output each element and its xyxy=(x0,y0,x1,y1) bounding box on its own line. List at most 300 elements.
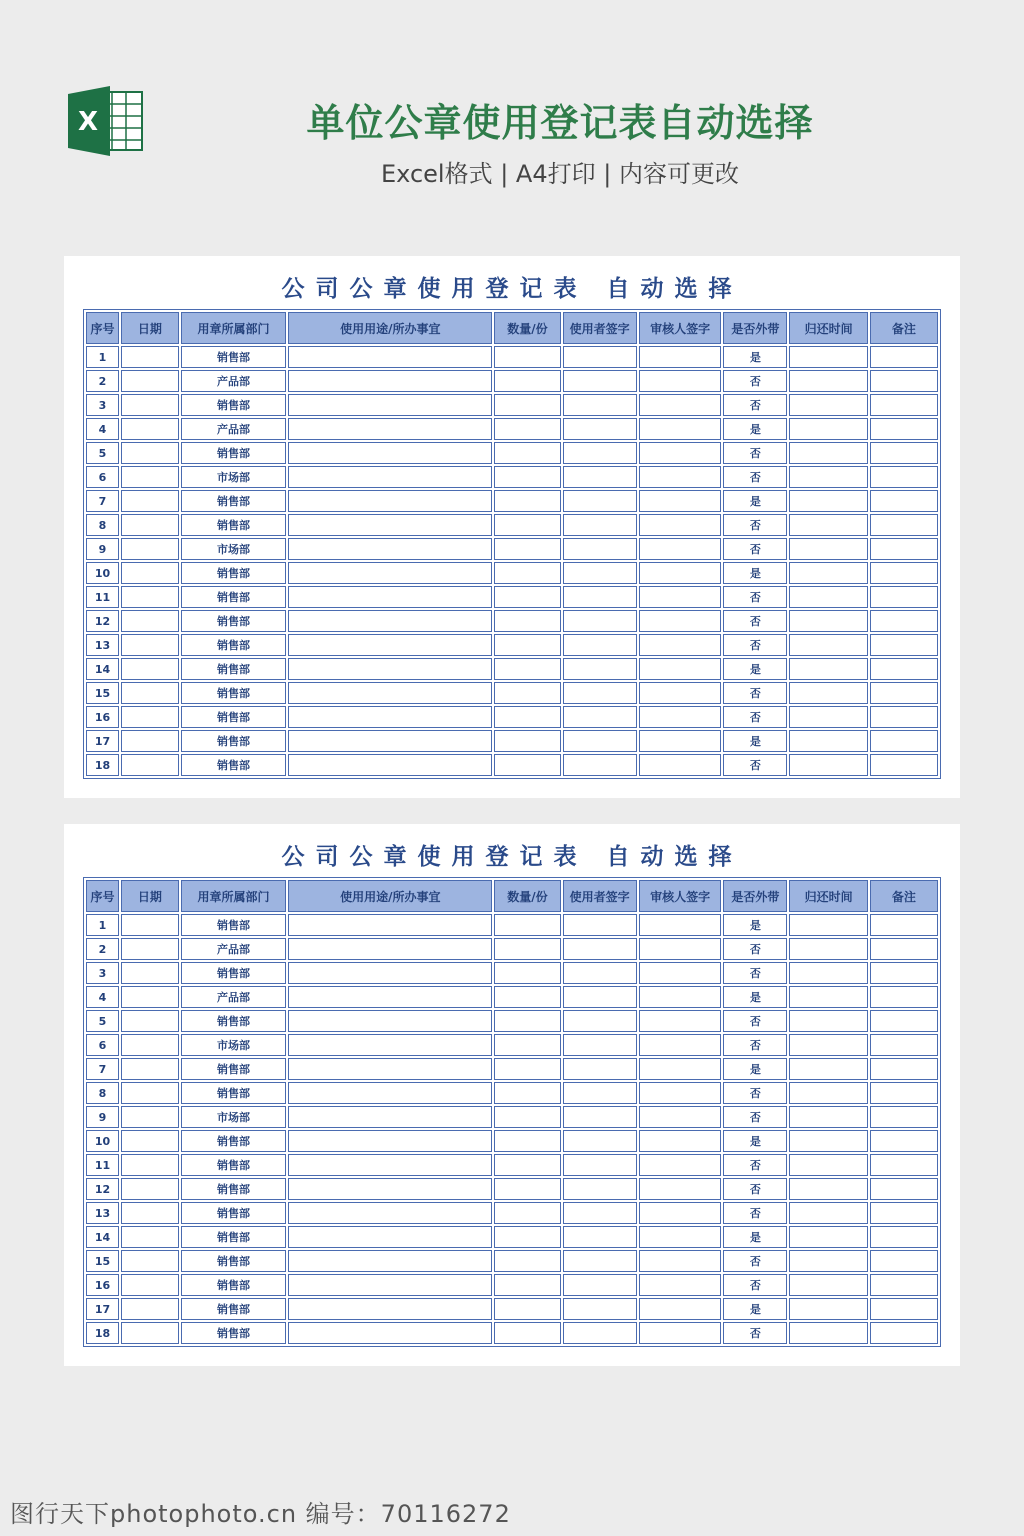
table-cell[interactable] xyxy=(288,1010,492,1032)
table-cell[interactable] xyxy=(789,754,867,776)
table-cell[interactable] xyxy=(789,514,867,536)
table-cell[interactable] xyxy=(563,1250,637,1272)
table-cell[interactable] xyxy=(494,490,560,512)
table-cell[interactable] xyxy=(121,610,179,632)
table-cell[interactable] xyxy=(789,418,867,440)
table-cell[interactable] xyxy=(639,1178,722,1200)
table-cell[interactable] xyxy=(563,730,637,752)
table-cell[interactable] xyxy=(563,1082,637,1104)
table-cell[interactable]: 17 xyxy=(86,730,119,752)
table-cell[interactable] xyxy=(288,586,492,608)
table-cell[interactable] xyxy=(870,938,938,960)
table-cell[interactable] xyxy=(639,394,722,416)
table-cell[interactable] xyxy=(789,1034,867,1056)
table-cell[interactable] xyxy=(121,1082,179,1104)
table-cell[interactable]: 6 xyxy=(86,466,119,488)
table-cell[interactable] xyxy=(563,1154,637,1176)
table-cell[interactable]: 否 xyxy=(723,466,787,488)
table-cell[interactable] xyxy=(563,658,637,680)
table-cell[interactable]: 14 xyxy=(86,658,119,680)
table-cell[interactable]: 是 xyxy=(723,730,787,752)
table-cell[interactable]: 否 xyxy=(723,962,787,984)
table-cell[interactable]: 是 xyxy=(723,1298,787,1320)
table-cell[interactable] xyxy=(563,610,637,632)
table-cell[interactable] xyxy=(121,1058,179,1080)
table-cell[interactable]: 是 xyxy=(723,346,787,368)
table-cell[interactable] xyxy=(789,1250,867,1272)
table-cell[interactable] xyxy=(789,1322,867,1344)
table-cell[interactable] xyxy=(288,1226,492,1248)
table-cell[interactable]: 否 xyxy=(723,1106,787,1128)
table-cell[interactable]: 市场部 xyxy=(181,466,286,488)
table-cell[interactable] xyxy=(563,1106,637,1128)
table-cell[interactable]: 否 xyxy=(723,370,787,392)
table-cell[interactable] xyxy=(121,1274,179,1296)
table-cell[interactable] xyxy=(563,490,637,512)
table-cell[interactable]: 销售部 xyxy=(181,1322,286,1344)
table-cell[interactable] xyxy=(288,466,492,488)
table-cell[interactable] xyxy=(639,538,722,560)
table-cell[interactable] xyxy=(789,1274,867,1296)
table-cell[interactable] xyxy=(288,1178,492,1200)
table-cell[interactable] xyxy=(288,1298,492,1320)
table-cell[interactable] xyxy=(563,1058,637,1080)
table-cell[interactable]: 否 xyxy=(723,538,787,560)
table-cell[interactable] xyxy=(870,1154,938,1176)
table-cell[interactable] xyxy=(121,370,179,392)
table-cell[interactable] xyxy=(494,730,560,752)
table-cell[interactable] xyxy=(288,346,492,368)
table-cell[interactable] xyxy=(494,538,560,560)
table-cell[interactable] xyxy=(494,1130,560,1152)
table-cell[interactable] xyxy=(639,1034,722,1056)
table-cell[interactable] xyxy=(563,1034,637,1056)
table-cell[interactable] xyxy=(563,706,637,728)
table-cell[interactable] xyxy=(789,1106,867,1128)
table-cell[interactable] xyxy=(563,1322,637,1344)
table-cell[interactable]: 1 xyxy=(86,914,119,936)
table-cell[interactable] xyxy=(288,1274,492,1296)
table-cell[interactable] xyxy=(494,754,560,776)
table-cell[interactable] xyxy=(288,1058,492,1080)
table-cell[interactable]: 否 xyxy=(723,1034,787,1056)
table-cell[interactable] xyxy=(870,1106,938,1128)
table-cell[interactable] xyxy=(121,442,179,464)
table-cell[interactable]: 2 xyxy=(86,370,119,392)
table-cell[interactable]: 8 xyxy=(86,514,119,536)
table-cell[interactable] xyxy=(563,562,637,584)
table-cell[interactable]: 销售部 xyxy=(181,1154,286,1176)
table-cell[interactable] xyxy=(639,1274,722,1296)
table-cell[interactable] xyxy=(789,938,867,960)
table-cell[interactable]: 9 xyxy=(86,538,119,560)
table-cell[interactable] xyxy=(288,1106,492,1128)
table-cell[interactable]: 3 xyxy=(86,962,119,984)
table-cell[interactable] xyxy=(870,1322,938,1344)
table-cell[interactable] xyxy=(639,682,722,704)
table-cell[interactable]: 是 xyxy=(723,418,787,440)
table-cell[interactable] xyxy=(870,466,938,488)
table-cell[interactable] xyxy=(870,562,938,584)
table-cell[interactable] xyxy=(563,754,637,776)
table-cell[interactable]: 销售部 xyxy=(181,962,286,984)
table-cell[interactable] xyxy=(639,418,722,440)
table-cell[interactable] xyxy=(121,394,179,416)
table-cell[interactable] xyxy=(639,490,722,512)
table-cell[interactable] xyxy=(121,466,179,488)
table-cell[interactable] xyxy=(288,754,492,776)
table-cell[interactable] xyxy=(288,418,492,440)
table-cell[interactable] xyxy=(639,442,722,464)
table-cell[interactable]: 8 xyxy=(86,1082,119,1104)
table-cell[interactable]: 否 xyxy=(723,754,787,776)
table-cell[interactable] xyxy=(494,1106,560,1128)
table-cell[interactable] xyxy=(639,1250,722,1272)
table-cell[interactable] xyxy=(288,442,492,464)
table-cell[interactable] xyxy=(494,394,560,416)
table-cell[interactable]: 销售部 xyxy=(181,586,286,608)
table-cell[interactable]: 13 xyxy=(86,1202,119,1224)
table-cell[interactable] xyxy=(639,1058,722,1080)
table-cell[interactable] xyxy=(639,962,722,984)
table-cell[interactable]: 是 xyxy=(723,562,787,584)
table-cell[interactable] xyxy=(494,1250,560,1272)
table-cell[interactable] xyxy=(789,394,867,416)
table-cell[interactable] xyxy=(288,562,492,584)
table-cell[interactable] xyxy=(494,1298,560,1320)
table-cell[interactable]: 市场部 xyxy=(181,1106,286,1128)
table-cell[interactable] xyxy=(121,938,179,960)
table-cell[interactable]: 否 xyxy=(723,1202,787,1224)
table-cell[interactable] xyxy=(639,1130,722,1152)
table-cell[interactable] xyxy=(789,586,867,608)
table-cell[interactable] xyxy=(563,346,637,368)
table-cell[interactable] xyxy=(121,1250,179,1272)
table-cell[interactable] xyxy=(870,914,938,936)
table-cell[interactable]: 否 xyxy=(723,394,787,416)
table-cell[interactable] xyxy=(494,938,560,960)
table-cell[interactable] xyxy=(563,538,637,560)
table-cell[interactable] xyxy=(870,370,938,392)
table-cell[interactable]: 是 xyxy=(723,986,787,1008)
table-cell[interactable] xyxy=(639,634,722,656)
table-cell[interactable] xyxy=(563,586,637,608)
table-cell[interactable] xyxy=(789,986,867,1008)
table-cell[interactable] xyxy=(563,1010,637,1032)
table-cell[interactable] xyxy=(494,346,560,368)
table-cell[interactable] xyxy=(639,658,722,680)
table-cell[interactable]: 否 xyxy=(723,586,787,608)
table-cell[interactable] xyxy=(789,682,867,704)
table-cell[interactable]: 否 xyxy=(723,442,787,464)
table-cell[interactable] xyxy=(494,562,560,584)
table-cell[interactable]: 5 xyxy=(86,1010,119,1032)
table-cell[interactable]: 产品部 xyxy=(181,938,286,960)
table-cell[interactable] xyxy=(789,962,867,984)
table-cell[interactable] xyxy=(870,346,938,368)
table-cell[interactable]: 市场部 xyxy=(181,1034,286,1056)
table-cell[interactable] xyxy=(121,1034,179,1056)
table-cell[interactable] xyxy=(494,610,560,632)
table-cell[interactable]: 11 xyxy=(86,1154,119,1176)
table-cell[interactable] xyxy=(288,394,492,416)
table-cell[interactable] xyxy=(563,986,637,1008)
table-cell[interactable] xyxy=(494,442,560,464)
table-cell[interactable] xyxy=(789,1202,867,1224)
table-cell[interactable]: 销售部 xyxy=(181,562,286,584)
table-cell[interactable]: 18 xyxy=(86,1322,119,1344)
table-cell[interactable] xyxy=(121,730,179,752)
table-cell[interactable] xyxy=(789,1082,867,1104)
table-cell[interactable]: 是 xyxy=(723,1130,787,1152)
table-cell[interactable]: 市场部 xyxy=(181,538,286,560)
table-cell[interactable] xyxy=(494,1058,560,1080)
table-cell[interactable] xyxy=(288,490,492,512)
table-cell[interactable] xyxy=(870,610,938,632)
table-cell[interactable] xyxy=(288,1202,492,1224)
table-cell[interactable] xyxy=(494,1226,560,1248)
table-cell[interactable] xyxy=(121,1178,179,1200)
table-cell[interactable]: 销售部 xyxy=(181,346,286,368)
table-cell[interactable]: 销售部 xyxy=(181,754,286,776)
table-cell[interactable]: 产品部 xyxy=(181,986,286,1008)
table-cell[interactable] xyxy=(494,586,560,608)
table-cell[interactable]: 销售部 xyxy=(181,514,286,536)
table-cell[interactable] xyxy=(288,938,492,960)
table-cell[interactable]: 产品部 xyxy=(181,370,286,392)
table-cell[interactable] xyxy=(870,1058,938,1080)
table-cell[interactable] xyxy=(870,442,938,464)
table-cell[interactable]: 否 xyxy=(723,938,787,960)
table-cell[interactable]: 产品部 xyxy=(181,418,286,440)
table-cell[interactable]: 否 xyxy=(723,682,787,704)
table-cell[interactable]: 10 xyxy=(86,1130,119,1152)
table-cell[interactable] xyxy=(639,1082,722,1104)
table-cell[interactable] xyxy=(494,418,560,440)
table-cell[interactable] xyxy=(870,634,938,656)
table-cell[interactable]: 9 xyxy=(86,1106,119,1128)
table-cell[interactable] xyxy=(639,1226,722,1248)
table-cell[interactable] xyxy=(639,730,722,752)
table-cell[interactable] xyxy=(288,514,492,536)
table-cell[interactable] xyxy=(870,1226,938,1248)
table-cell[interactable] xyxy=(563,1178,637,1200)
table-cell[interactable] xyxy=(121,706,179,728)
table-cell[interactable]: 12 xyxy=(86,610,119,632)
table-cell[interactable]: 销售部 xyxy=(181,1250,286,1272)
table-cell[interactable] xyxy=(789,442,867,464)
table-cell[interactable]: 销售部 xyxy=(181,394,286,416)
table-cell[interactable] xyxy=(639,346,722,368)
table-cell[interactable] xyxy=(494,706,560,728)
table-cell[interactable] xyxy=(288,634,492,656)
table-cell[interactable] xyxy=(563,634,637,656)
table-cell[interactable] xyxy=(639,562,722,584)
table-cell[interactable] xyxy=(789,706,867,728)
table-cell[interactable] xyxy=(870,394,938,416)
table-cell[interactable]: 否 xyxy=(723,1322,787,1344)
table-cell[interactable] xyxy=(563,1274,637,1296)
table-cell[interactable] xyxy=(494,682,560,704)
table-cell[interactable]: 16 xyxy=(86,1274,119,1296)
table-cell[interactable]: 销售部 xyxy=(181,442,286,464)
table-cell[interactable] xyxy=(639,754,722,776)
table-cell[interactable] xyxy=(639,1106,722,1128)
table-cell[interactable]: 销售部 xyxy=(181,730,286,752)
table-cell[interactable] xyxy=(288,1082,492,1104)
table-cell[interactable] xyxy=(563,370,637,392)
table-cell[interactable]: 5 xyxy=(86,442,119,464)
table-cell[interactable]: 销售部 xyxy=(181,1010,286,1032)
table-cell[interactable] xyxy=(789,1298,867,1320)
table-cell[interactable] xyxy=(870,538,938,560)
table-cell[interactable]: 是 xyxy=(723,490,787,512)
table-cell[interactable] xyxy=(563,442,637,464)
table-cell[interactable] xyxy=(639,986,722,1008)
table-cell[interactable]: 销售部 xyxy=(181,1298,286,1320)
table-cell[interactable]: 15 xyxy=(86,682,119,704)
table-cell[interactable] xyxy=(563,1298,637,1320)
table-cell[interactable] xyxy=(870,962,938,984)
table-cell[interactable] xyxy=(870,514,938,536)
table-cell[interactable]: 否 xyxy=(723,1010,787,1032)
table-cell[interactable]: 12 xyxy=(86,1178,119,1200)
table-cell[interactable] xyxy=(789,466,867,488)
table-cell[interactable] xyxy=(563,1202,637,1224)
table-cell[interactable] xyxy=(870,1178,938,1200)
table-cell[interactable]: 销售部 xyxy=(181,914,286,936)
table-cell[interactable] xyxy=(563,394,637,416)
table-cell[interactable]: 销售部 xyxy=(181,1082,286,1104)
table-cell[interactable] xyxy=(121,1322,179,1344)
table-cell[interactable] xyxy=(288,538,492,560)
table-cell[interactable] xyxy=(870,586,938,608)
table-cell[interactable] xyxy=(121,346,179,368)
table-cell[interactable] xyxy=(494,986,560,1008)
table-cell[interactable] xyxy=(494,1154,560,1176)
table-cell[interactable] xyxy=(870,682,938,704)
table-cell[interactable] xyxy=(870,706,938,728)
table-cell[interactable] xyxy=(121,914,179,936)
table-cell[interactable]: 销售部 xyxy=(181,1274,286,1296)
table-cell[interactable] xyxy=(121,562,179,584)
table-cell[interactable] xyxy=(789,610,867,632)
table-cell[interactable]: 2 xyxy=(86,938,119,960)
table-cell[interactable] xyxy=(494,1034,560,1056)
table-cell[interactable]: 18 xyxy=(86,754,119,776)
table-cell[interactable]: 销售部 xyxy=(181,1226,286,1248)
table-cell[interactable] xyxy=(288,1130,492,1152)
table-cell[interactable]: 销售部 xyxy=(181,1058,286,1080)
table-cell[interactable] xyxy=(121,986,179,1008)
table-cell[interactable]: 否 xyxy=(723,634,787,656)
table-cell[interactable] xyxy=(121,418,179,440)
table-cell[interactable] xyxy=(121,754,179,776)
table-cell[interactable] xyxy=(494,658,560,680)
table-cell[interactable]: 15 xyxy=(86,1250,119,1272)
table-cell[interactable]: 否 xyxy=(723,1250,787,1272)
table-cell[interactable]: 销售部 xyxy=(181,634,286,656)
table-cell[interactable] xyxy=(494,1010,560,1032)
table-cell[interactable] xyxy=(563,682,637,704)
table-cell[interactable] xyxy=(639,914,722,936)
table-cell[interactable] xyxy=(789,1058,867,1080)
table-cell[interactable] xyxy=(789,634,867,656)
table-cell[interactable] xyxy=(121,1202,179,1224)
table-cell[interactable]: 否 xyxy=(723,1178,787,1200)
table-cell[interactable] xyxy=(494,962,560,984)
table-cell[interactable]: 否 xyxy=(723,706,787,728)
table-cell[interactable]: 17 xyxy=(86,1298,119,1320)
table-cell[interactable]: 是 xyxy=(723,1058,787,1080)
table-cell[interactable] xyxy=(288,730,492,752)
table-cell[interactable] xyxy=(870,986,938,1008)
table-cell[interactable] xyxy=(288,682,492,704)
table-cell[interactable] xyxy=(639,1010,722,1032)
table-cell[interactable] xyxy=(121,1106,179,1128)
table-cell[interactable]: 14 xyxy=(86,1226,119,1248)
table-cell[interactable] xyxy=(789,562,867,584)
table-cell[interactable] xyxy=(563,1130,637,1152)
table-cell[interactable] xyxy=(288,986,492,1008)
table-cell[interactable] xyxy=(639,1298,722,1320)
table-cell[interactable]: 10 xyxy=(86,562,119,584)
table-cell[interactable] xyxy=(639,514,722,536)
table-cell[interactable] xyxy=(870,1082,938,1104)
table-cell[interactable] xyxy=(121,1154,179,1176)
table-cell[interactable] xyxy=(639,1202,722,1224)
table-cell[interactable] xyxy=(789,538,867,560)
table-cell[interactable] xyxy=(639,466,722,488)
table-cell[interactable]: 销售部 xyxy=(181,682,286,704)
table-cell[interactable] xyxy=(563,514,637,536)
table-cell[interactable] xyxy=(288,706,492,728)
table-cell[interactable]: 4 xyxy=(86,418,119,440)
table-cell[interactable]: 否 xyxy=(723,1154,787,1176)
table-cell[interactable] xyxy=(121,1010,179,1032)
table-cell[interactable] xyxy=(563,962,637,984)
table-cell[interactable] xyxy=(288,610,492,632)
table-cell[interactable] xyxy=(563,914,637,936)
table-cell[interactable] xyxy=(121,634,179,656)
table-cell[interactable] xyxy=(639,1322,722,1344)
table-cell[interactable] xyxy=(494,514,560,536)
table-cell[interactable] xyxy=(639,610,722,632)
table-cell[interactable] xyxy=(563,466,637,488)
table-cell[interactable] xyxy=(789,490,867,512)
table-cell[interactable]: 否 xyxy=(723,610,787,632)
table-cell[interactable]: 销售部 xyxy=(181,1178,286,1200)
table-cell[interactable] xyxy=(121,962,179,984)
table-cell[interactable]: 7 xyxy=(86,1058,119,1080)
table-cell[interactable] xyxy=(494,634,560,656)
table-cell[interactable]: 3 xyxy=(86,394,119,416)
table-cell[interactable] xyxy=(121,514,179,536)
table-cell[interactable]: 否 xyxy=(723,1082,787,1104)
table-cell[interactable] xyxy=(494,1274,560,1296)
table-cell[interactable] xyxy=(563,938,637,960)
table-cell[interactable] xyxy=(789,1130,867,1152)
table-cell[interactable]: 销售部 xyxy=(181,658,286,680)
table-cell[interactable] xyxy=(789,1154,867,1176)
table-cell[interactable] xyxy=(789,346,867,368)
table-cell[interactable] xyxy=(870,1298,938,1320)
table-cell[interactable]: 4 xyxy=(86,986,119,1008)
table-cell[interactable]: 16 xyxy=(86,706,119,728)
table-cell[interactable] xyxy=(494,1082,560,1104)
table-cell[interactable] xyxy=(870,658,938,680)
table-cell[interactable] xyxy=(789,370,867,392)
